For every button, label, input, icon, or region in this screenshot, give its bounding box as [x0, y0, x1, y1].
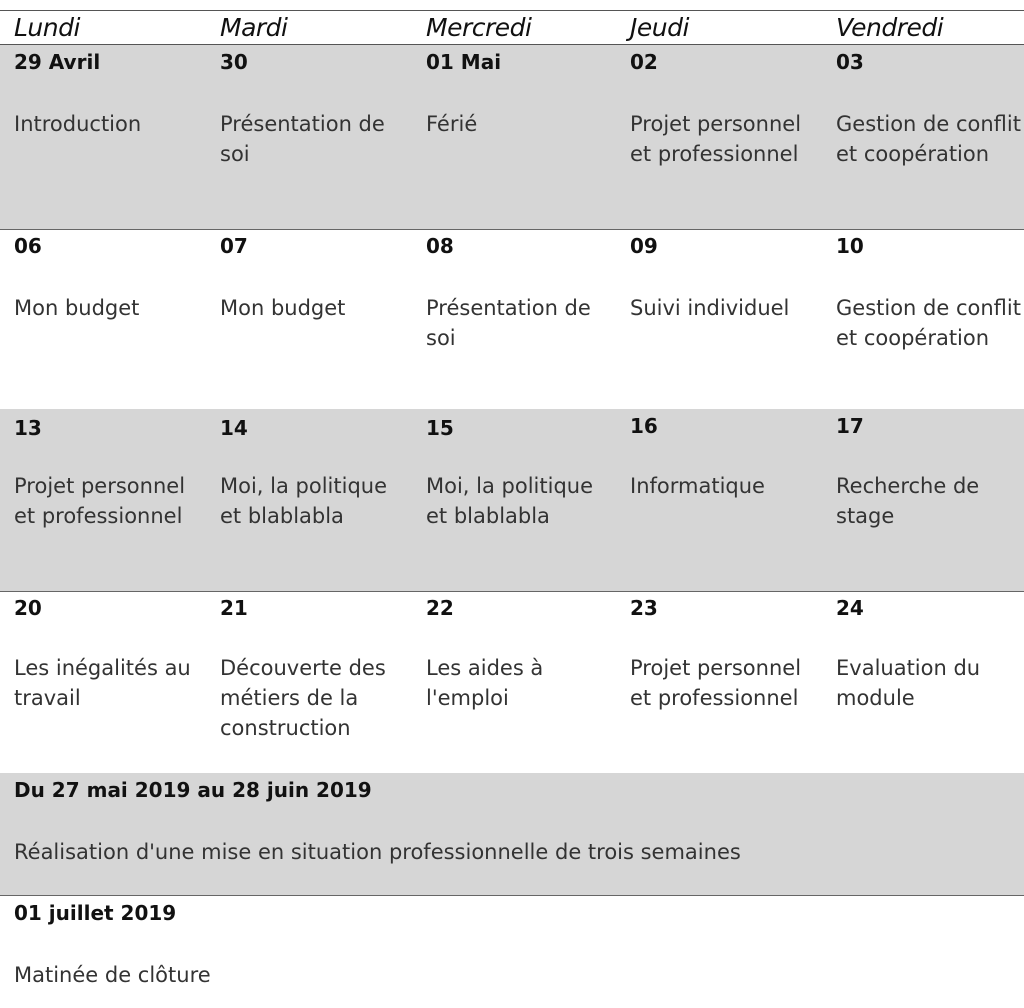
day-date: 01 Mai — [426, 50, 502, 74]
week-row-4 — [0, 591, 1024, 773]
closing-date: 01 juillet 2019 — [14, 901, 177, 925]
closing-description: Matinée de clôture — [14, 963, 211, 987]
day-activity: Moi, la politique et blablabla — [220, 474, 388, 528]
header-mardi: Mardi — [220, 13, 288, 42]
day-activity: Informatique — [630, 474, 765, 498]
day-activity: Projet personnel et professionnel — [630, 112, 802, 166]
day-activity: Les aides à l'emploi — [426, 656, 544, 710]
day-date: 06 — [14, 234, 42, 258]
day-activity: Projet personnel et professionnel — [14, 474, 186, 528]
day-activity: Projet personnel et professionnel — [630, 656, 802, 710]
header-vendredi: Vendredi — [836, 13, 944, 42]
closing-row — [0, 896, 1024, 1008]
header-jeudi: Jeudi — [630, 13, 689, 42]
day-date: 15 — [426, 416, 454, 440]
day-activity: Mon budget — [220, 296, 346, 320]
day-date: 24 — [836, 596, 864, 620]
day-date: 14 — [220, 416, 248, 440]
day-date: 10 — [836, 234, 864, 258]
day-activity: Evaluation du module — [836, 656, 981, 710]
day-date: 17 — [836, 414, 864, 438]
day-date: 07 — [220, 234, 248, 258]
internship-description: Réalisation d'une mise en situation professionnelle de trois semaines — [14, 840, 741, 864]
day-date: 08 — [426, 234, 454, 258]
internship-row — [0, 773, 1024, 895]
day-date: 22 — [426, 596, 454, 620]
week-row-1 — [0, 45, 1024, 229]
weekday-header-row — [0, 11, 1024, 44]
day-activity: Mon budget — [14, 296, 140, 320]
day-date: 03 — [836, 50, 864, 74]
day-activity: Gestion de conflit et coopération — [836, 296, 1021, 350]
day-date: 02 — [630, 50, 658, 74]
day-date: 30 — [220, 50, 248, 74]
day-date: 21 — [220, 596, 248, 620]
internship-date: Du 27 mai 2019 au 28 juin 2019 — [14, 778, 372, 802]
day-activity: Introduction — [14, 112, 142, 136]
day-activity: Recherche de stage — [836, 474, 980, 528]
week-row-2 — [0, 229, 1024, 409]
day-date: 16 — [630, 414, 658, 438]
week-row-3 — [0, 409, 1024, 591]
day-date: 29 Avril — [14, 50, 101, 74]
day-date: 23 — [630, 596, 658, 620]
day-date: 09 — [630, 234, 658, 258]
day-activity: Les inégalités au travail — [14, 656, 191, 710]
day-activity: Présentation de soi — [426, 296, 591, 350]
day-activity: Moi, la politique et blablabla — [426, 474, 594, 528]
day-activity: Gestion de conflit et coopération — [836, 112, 1021, 166]
day-activity: Férié — [426, 112, 478, 136]
day-date: 13 — [14, 416, 42, 440]
day-activity: Découverte des métiers de la construction — [220, 656, 386, 740]
day-activity: Suivi individuel — [630, 296, 790, 320]
day-date: 20 — [14, 596, 42, 620]
day-activity: Présentation de soi — [220, 112, 385, 166]
header-mercredi: Mercredi — [426, 13, 532, 42]
header-lundi: Lundi — [14, 13, 80, 42]
